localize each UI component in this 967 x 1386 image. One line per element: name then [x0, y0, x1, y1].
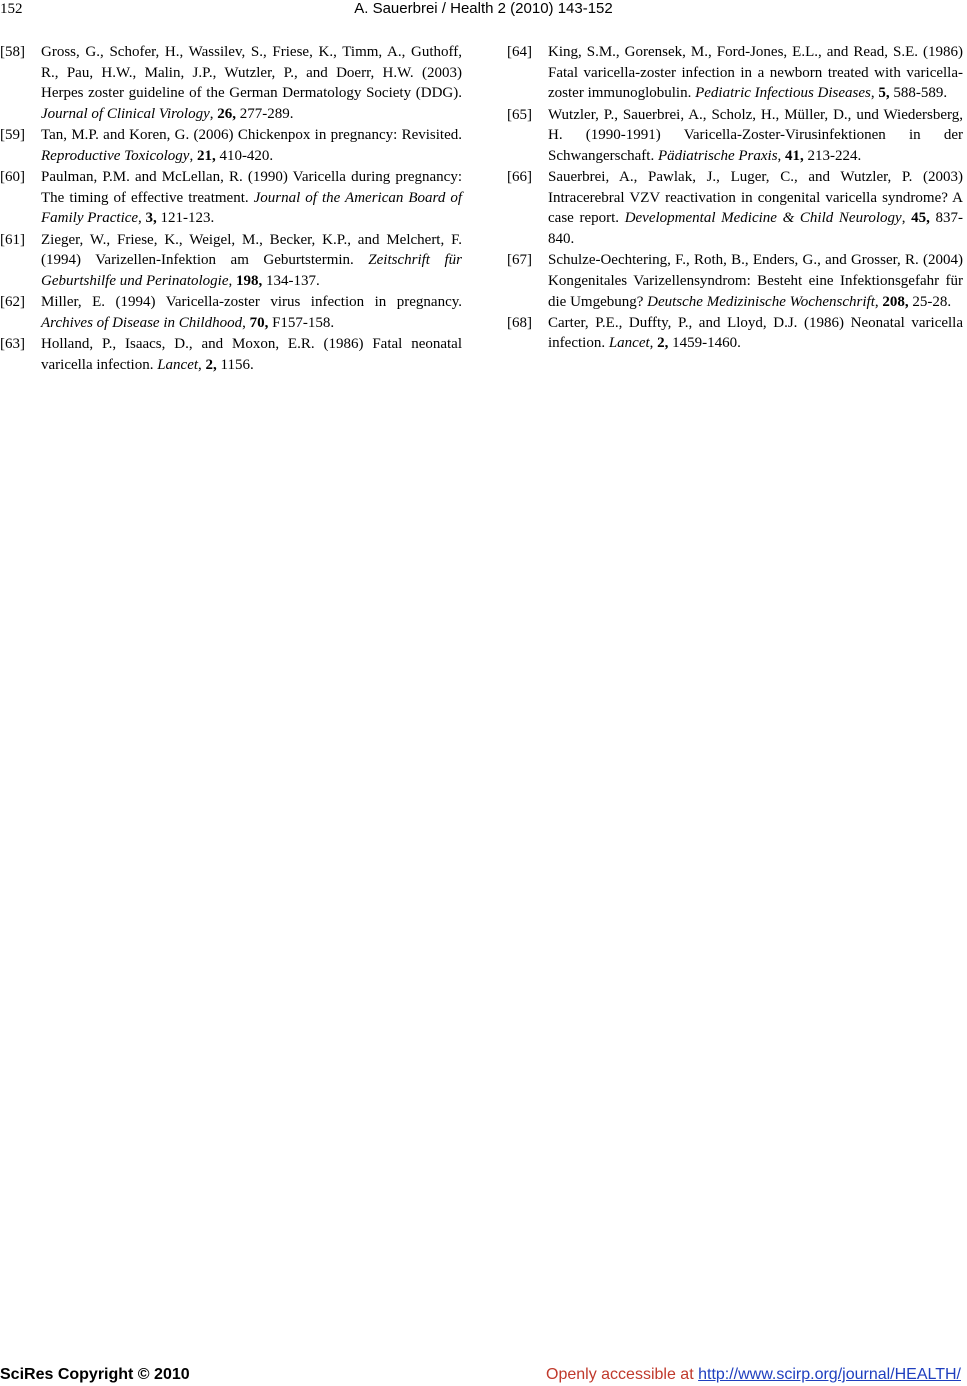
reference-pages: 1156. — [216, 356, 254, 373]
page-footer — [0, 1364, 967, 1386]
reference-sep: , — [189, 147, 197, 164]
reference-journal: Archives of Disease in Childhood — [41, 314, 243, 331]
reference-pages: 837-840. — [548, 210, 963, 248]
reference-number: [62] — [0, 294, 25, 310]
references-right-column — [507, 42, 963, 355]
reference-62 — [0, 292, 462, 333]
reference-authors: Carter, P.E., Duffty, P., and Lloyd, D.J. (1986) Neonatal varicella infection. — [548, 314, 963, 352]
running-head: A. Sauerbrei / Health 2 (2010) 143-152 — [354, 0, 613, 17]
reference-61 — [0, 230, 462, 292]
reference-sep: , — [874, 293, 883, 310]
reference-volume: 198, — [235, 272, 263, 289]
reference-sep: , — [198, 356, 206, 373]
reference-58 — [0, 42, 462, 125]
open-access-label: Openly accessible at — [546, 1366, 699, 1383]
page-number: 152 — [0, 1, 23, 17]
reference-pages: 410-420. — [215, 147, 274, 164]
reference-journal: Reproductive Toxicology — [41, 147, 190, 164]
reference-volume: 208, — [882, 293, 909, 310]
reference-journal: Journal of Clinical Virology — [41, 106, 210, 123]
reference-volume: 21, — [196, 147, 216, 164]
reference-journal: Pediatric Infectious Diseases — [695, 85, 871, 102]
reference-sep: , — [870, 85, 879, 102]
reference-number: [66] — [507, 169, 532, 185]
reference-authors: Holland, P., Isaacs, D., and Moxon, E.R. (1986) Fatal neonatal varicella infection. — [41, 335, 462, 373]
reference-authors: Sauerbrei, A., Pawlak, J., Luger, C., and Wutzler, P. (2003) Intracerebral VZV reactivation in congenital varicella syndrome? A case report. — [548, 169, 963, 227]
reference-pages: 213-224. — [803, 147, 862, 164]
reference-number: [60] — [0, 169, 25, 185]
reference-number: [61] — [0, 231, 25, 248]
reference-sep: , — [228, 272, 236, 289]
reference-59 — [0, 125, 462, 166]
reference-journal: Pädiatrische Praxis — [657, 147, 778, 164]
reference-journal: Zeitschrift für Geburtshilfe und Perinatologie — [41, 252, 462, 289]
reference-journal: Journal of the American Board of Family Practice — [41, 189, 462, 227]
reference-68 — [507, 313, 963, 354]
reference-volume: 26, — [217, 106, 236, 123]
reference-authors: Tan, M.P. and Koren, G. (2006) Chickenpox in pregnancy: Revisited. — [41, 127, 462, 144]
reference-sep: , — [901, 210, 912, 227]
reference-number: [58] — [0, 44, 25, 60]
reference-authors: Schulze-Oechtering, F., Roth, B., Enders, G., and Grosser, R. (2004) Kongenitales Varizellensyndrom: Besteht eine Infektionsgefahr für die Umgebung? — [548, 252, 963, 310]
reference-authors: Wutzler, P., Sauerbrei, A., Scholz, H., Müller, D., und Wiedersberg, H. (1990-1991) Varicella-Zoster-Virusinfektionen in der Schwangerschaft. — [548, 106, 963, 164]
reference-number: [67] — [507, 252, 532, 269]
open-access-notice — [546, 1365, 961, 1385]
reference-number: [64] — [507, 44, 532, 60]
reference-journal: Lancet — [157, 356, 199, 373]
reference-authors: Miller, E. (1994) Varicella-zoster virus infection in pregnancy. — [41, 294, 462, 310]
reference-sep: , — [209, 106, 218, 123]
reference-pages: F157-158. — [268, 314, 335, 331]
reference-sep: , — [777, 147, 786, 164]
reference-journal: Deutsche Medizinische Wochenschrift — [647, 293, 875, 310]
reference-64 — [507, 42, 963, 104]
copyright-notice: SciRes Copyright © 2010 — [0, 1366, 190, 1383]
journal-url-link[interactable]: http://www.scirp.org/journal/HEALTH/ — [698, 1366, 961, 1383]
reference-volume: 2, — [657, 335, 669, 352]
reference-sep: , — [649, 335, 658, 352]
reference-66 — [507, 167, 963, 250]
reference-number: [59] — [0, 127, 25, 144]
reference-pages: 25-28. — [908, 293, 952, 310]
reference-journal: Lancet — [608, 335, 650, 352]
reference-authors: King, S.M., Gorensek, M., Ford-Jones, E.L., and Read, S.E. (1986) Fatal varicella-zoster infection in a newborn treated with varicella-zoster immunoglobulin. — [548, 44, 963, 102]
reference-number: [68] — [507, 314, 532, 331]
reference-pages: 1459-1460. — [668, 335, 741, 352]
reference-volume: 3, — [145, 210, 157, 227]
reference-pages: 588-589. — [889, 85, 948, 102]
reference-pages: 121-123. — [156, 210, 215, 227]
reference-60 — [0, 167, 462, 229]
reference-journal: Developmental Medicine & Child Neurology — [624, 210, 902, 227]
reference-volume: 2, — [205, 356, 217, 373]
reference-sep: , — [242, 314, 250, 331]
reference-volume: 70, — [249, 314, 269, 331]
reference-pages: 134-137. — [262, 272, 320, 289]
reference-number: [65] — [507, 106, 532, 123]
reference-67 — [507, 250, 963, 312]
reference-authors: Zieger, W., Friese, K., Weigel, M., Becker, K.P., and Melchert, F. (1994) Varizellen-Infektion am Geburtstermin. — [41, 231, 462, 269]
reference-volume: 45, — [911, 210, 930, 227]
reference-number: [63] — [0, 335, 25, 352]
reference-authors: Gross, G., Schofer, H., Wassilev, S., Friese, K., Timm, A., Guthoff, R., Pau, H.W., Malin, J.P., Wutzler, P., and Doerr, H.W. (2003) Herpes zoster guideline of the German Dermatology Society (DDG). — [41, 44, 462, 102]
references-left-column — [0, 42, 462, 376]
reference-volume: 41, — [785, 147, 804, 164]
reference-authors: Paulman, P.M. and McLellan, R. (1990) Varicella during pregnancy: The timing of effective treatment. — [41, 169, 462, 206]
reference-65 — [507, 105, 963, 167]
reference-sep: , — [138, 210, 146, 227]
reference-volume: 5, — [878, 85, 890, 102]
reference-pages: 277-289. — [236, 106, 294, 123]
reference-63 — [0, 334, 462, 375]
